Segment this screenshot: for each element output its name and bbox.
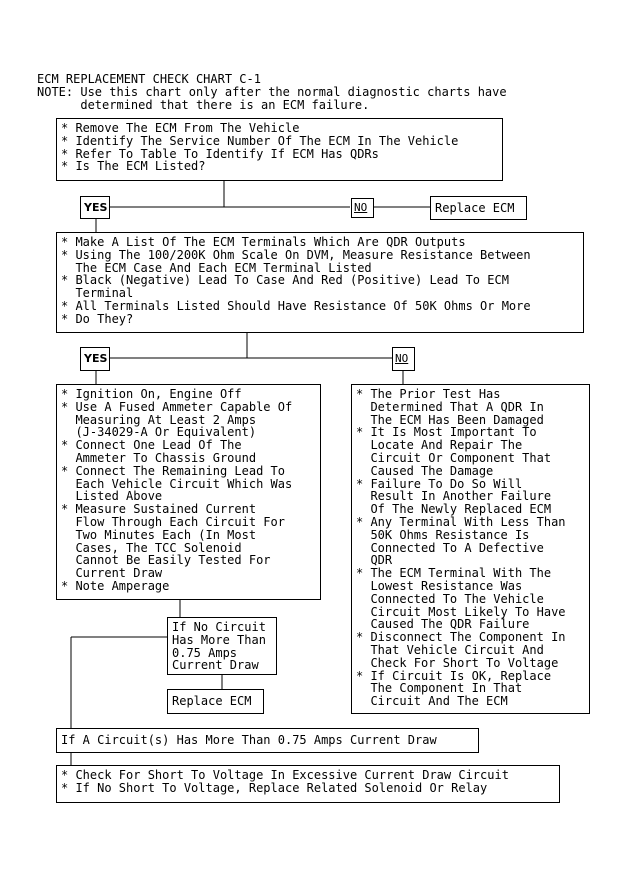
no-step-item: * The Prior Test Has [356,387,501,401]
no-step-item: Circuit Most Likely To Have [356,604,566,619]
no-step-item: Determined That A QDR In [356,399,544,414]
yes-step-item: Current Draw [61,566,163,581]
no-step-item: * Failure To Do So Will [356,476,523,491]
no-step-item: The ECM Has Been Damaged [356,412,544,427]
yes-step-item: * Connect One Lead Of The [61,438,242,453]
no-step-item: Connected To A Defective [356,540,544,555]
step2-box [56,232,584,333]
yes-step-item: * Ignition On, Engine Off [61,387,242,401]
yes-step-item: * Note Amperage [61,578,170,593]
branch2-yes-label: YES [80,347,110,371]
no-step-item: That Vehicle Circuit And [356,642,544,657]
yes-step-item: * Connect The Remaining Lead To [61,463,285,478]
no-circuit-box [167,617,277,675]
replace-ecm-box-1: Replace ECM [430,196,527,220]
step1-item: * Refer To Table To Identify If ECM Has QDRs [61,146,379,161]
circuit-high-box: If A Circuit(s) Has More Than 0.75 Amps Current Draw [56,728,479,753]
yes-step-item: Listed Above [61,489,163,504]
step2-item: * Do They? [61,311,134,326]
step1-item: * Remove The ECM From The Vehicle [61,121,300,135]
no-step-item: Locate And Repair The [356,438,523,453]
yes-step-item: Flow Through Each Circuit For [61,514,285,529]
final-step-item: * If No Short To Voltage, Replace Related Solenoid Or Relay [61,780,488,795]
step2-item: * Black (Negative) Lead To Case And Red (Positive) Lead To ECM [61,273,509,288]
branch2-no-label: NO [392,347,415,371]
branch1-no-label: NO [351,198,374,218]
final-step-box [56,765,560,803]
note-line-1: NOTE: Use this chart only after the normal diagnostic charts have [37,85,507,99]
replace-ecm-box-2: Replace ECM [167,689,264,714]
yes-step-item: * Measure Sustained Current [61,502,257,517]
no-step-item: * Any Terminal With Less Than [356,514,566,529]
no-circuit-item: Has More Than [172,632,266,647]
final-step-item: * Check For Short To Voltage In Excessive Current Draw Circuit [61,768,509,782]
no-step-item: Caused The QDR Failure [356,617,530,632]
no-step-item: Lowest Resistance Was [356,578,523,593]
no-step-item: Caused The Damage [356,463,494,478]
no-step-item: 50K Ohms Resistance Is [356,527,530,542]
no-step-item: QDR [356,553,393,568]
no-step-item: Check For Short To Voltage [356,655,559,670]
yes-step-item: Ammeter To Chassis Ground [61,450,257,465]
yes-step-item: * Use A Fused Ammeter Capable Of [61,399,293,414]
yes-step-box [56,384,321,600]
yes-step-item: Cases, The TCC Solenoid [61,540,242,555]
no-step-box [351,384,590,714]
no-step-item: Circuit And The ECM [356,694,508,709]
chart-title: ECM REPLACEMENT CHECK CHART C-1 [37,72,261,86]
yes-step-item: Measuring At Least 2 Amps [61,412,257,427]
step1-item: * Is The ECM Listed? [61,159,206,174]
yes-step-item: Two Minutes Each (In Most [61,527,257,542]
note-line-2: determined that there is an ECM failure. [37,98,370,112]
yes-step-item: (J-34029-A Or Equivalent) [61,425,257,440]
yes-step-item: Cannot Be Easily Tested For [61,553,271,568]
no-step-item: * Disconnect The Component In [356,630,566,645]
step1-box [56,118,503,181]
no-step-item: * The ECM Terminal With The [356,566,552,581]
yes-step-item: Each Vehicle Circuit Which Was [61,476,293,491]
no-circuit-item: 0.75 Amps [172,645,238,660]
step2-item: * Using The 100/200K Ohm Scale On DVM, Measure Resistance Between [61,247,531,262]
no-step-item: * It Is Most Important To [356,425,537,440]
no-step-item: Connected To The Vehicle [356,591,544,606]
chart-note [37,86,507,112]
step2-item: * Make A List Of The ECM Terminals Which Are QDR Outputs [61,235,466,249]
no-step-item: Of The Newly Replaced ECM [356,502,552,517]
no-step-item: Circuit Or Component That [356,450,552,465]
step2-item: Terminal [61,286,134,301]
step2-item: * All Terminals Listed Should Have Resistance Of 50K Ohms Or More [61,298,531,313]
step1-item: * Identify The Service Number Of The ECM In The Vehicle [61,133,459,148]
no-step-item: The Component In That [356,681,523,696]
step2-item: The ECM Case And Each ECM Terminal Listed [61,260,372,275]
no-step-item: Result In Another Failure [356,489,552,504]
no-circuit-item: If No Circuit [172,620,266,634]
no-circuit-item: Current Draw [172,658,259,673]
no-step-item: * If Circuit Is OK, Replace [356,668,552,683]
branch1-yes-label: YES [80,196,110,219]
